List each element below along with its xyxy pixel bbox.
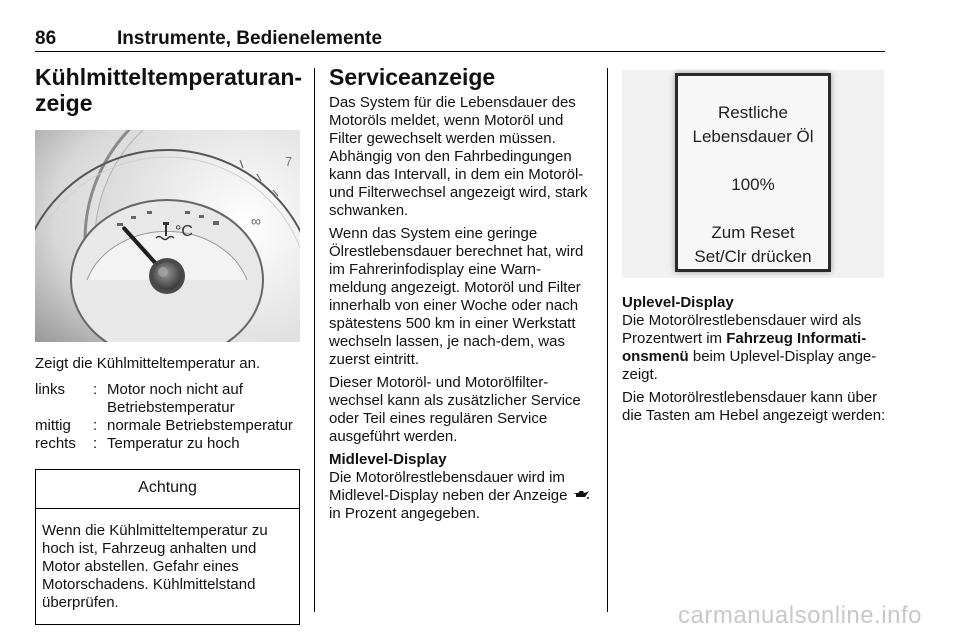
title-line-1: Kühlmitteltemperaturan-: [35, 64, 303, 90]
coolant-gauge-image: [35, 130, 300, 342]
watermark: carmanualsonline.info: [678, 602, 922, 629]
display-line-4: Zum Reset: [711, 223, 795, 242]
section-title-service: Serviceanzeige: [329, 64, 496, 90]
definition-desc-line: Betriebstemperatur: [107, 399, 235, 416]
definition-separator: :: [93, 417, 98, 434]
definition-desc: [107, 381, 300, 417]
column-service: [329, 64, 595, 528]
definition-row: [35, 417, 300, 435]
definition-term: links: [35, 381, 66, 398]
gauge-caption: Zeigt die Kühlmitteltemperatur an.: [35, 355, 261, 372]
oil-can-icon: [572, 489, 590, 503]
display-line-3: 100%: [731, 175, 775, 194]
uplevel-text-start: Die Motorölrestlebensdauer wird als Prozentwert im: [622, 312, 862, 347]
midlevel-text-end: in Prozent angegeben.: [329, 505, 480, 522]
definition-separator: :: [93, 435, 98, 452]
gauge-unit-label: °C: [175, 223, 193, 240]
oil-life-display-image: [622, 70, 884, 278]
column-display: [622, 70, 888, 430]
definition-desc: Temperatur zu hoch: [107, 435, 240, 452]
definition-row: [35, 381, 300, 417]
warning-body: Wenn die Kühlmitteltemperatur zu hoch ist, Fahrzeug anhalten und Motor abstellen. Gefahr eines Motorschadens. Kühlmittelstand überprüfen.: [42, 522, 268, 611]
display-line-2: Lebensdauer Öl: [692, 127, 814, 146]
uplevel-paragraph-1: [622, 312, 888, 384]
gauge-right-mark: ∞: [251, 213, 261, 229]
uplevel-text-end: beim Uplevel-Display ange-zeigt.: [622, 348, 877, 383]
column-divider-left: [314, 68, 315, 612]
display-line-1: Restliche: [718, 103, 788, 122]
uplevel-menu-name: Fahrzeug Informati-onsmenü: [622, 330, 867, 365]
midlevel-text-start: Die Motorölrestlebensdauer wird im Midlevel-Display neben der Anzeige: [329, 469, 568, 504]
service-paragraph-3: Dieser Motoröl- und Motorölfilter-wechsel kann als zusätzlicher Service oder Teil eines regulären Service ausgeführt werden.: [329, 374, 581, 445]
definition-term: mittig: [35, 417, 71, 434]
section-title-coolant: [35, 64, 303, 116]
page-header: [35, 28, 885, 52]
definition-desc: normale Betriebstemperatur: [107, 417, 293, 434]
uplevel-heading: Uplevel-Display: [622, 294, 734, 311]
display-line-5: Set/Clr drücken: [694, 247, 812, 266]
definition-desc-line: Motor noch nicht auf: [107, 381, 243, 398]
service-paragraph-2: Wenn das System eine geringe Ölrestlebensdauer berechnet hat, wird im Fahrerinfodisplay eine Warn-meldung angezeigt. Motoröl und Filter innerhalb von einer Woche oder nach spätestens 500 km in einer Werkstatt wechseln lassen, je nach-dem, was zuerst eintritt.: [329, 225, 584, 368]
midlevel-paragraph: [329, 469, 595, 523]
uplevel-paragraph-2: Die Motorölrestlebensdauer kann über die Tasten am Hebel angezeigt werden:: [622, 389, 886, 424]
oil-life-screen: [675, 73, 831, 272]
warning-box: [35, 469, 300, 625]
definition-term: rechts: [35, 435, 76, 452]
gauge-definitions: [35, 381, 300, 453]
definition-separator: :: [93, 381, 98, 398]
service-paragraph-1: Das System für die Lebensdauer des Motoröls meldet, wenn Motoröl und Filter gewechselt werden müssen. Abhängig von den Fahrbedingungen kann das Intervall, in dem ein Motoröl- und Filterwechsel angezeigt wird, stark schwanken.: [329, 94, 588, 219]
column-coolant: [35, 64, 303, 625]
running-title: Instrumente, Bedienelemente: [117, 28, 383, 49]
warning-title: Achtung: [36, 470, 299, 509]
svg-text:7: 7: [285, 154, 293, 169]
title-line-2: zeige: [35, 90, 93, 116]
definition-row: [35, 435, 300, 453]
midlevel-heading: Midlevel-Display: [329, 451, 447, 468]
coolant-gauge-svg: [35, 130, 300, 342]
column-divider-right: [607, 68, 608, 612]
page-number: 86: [35, 28, 57, 49]
